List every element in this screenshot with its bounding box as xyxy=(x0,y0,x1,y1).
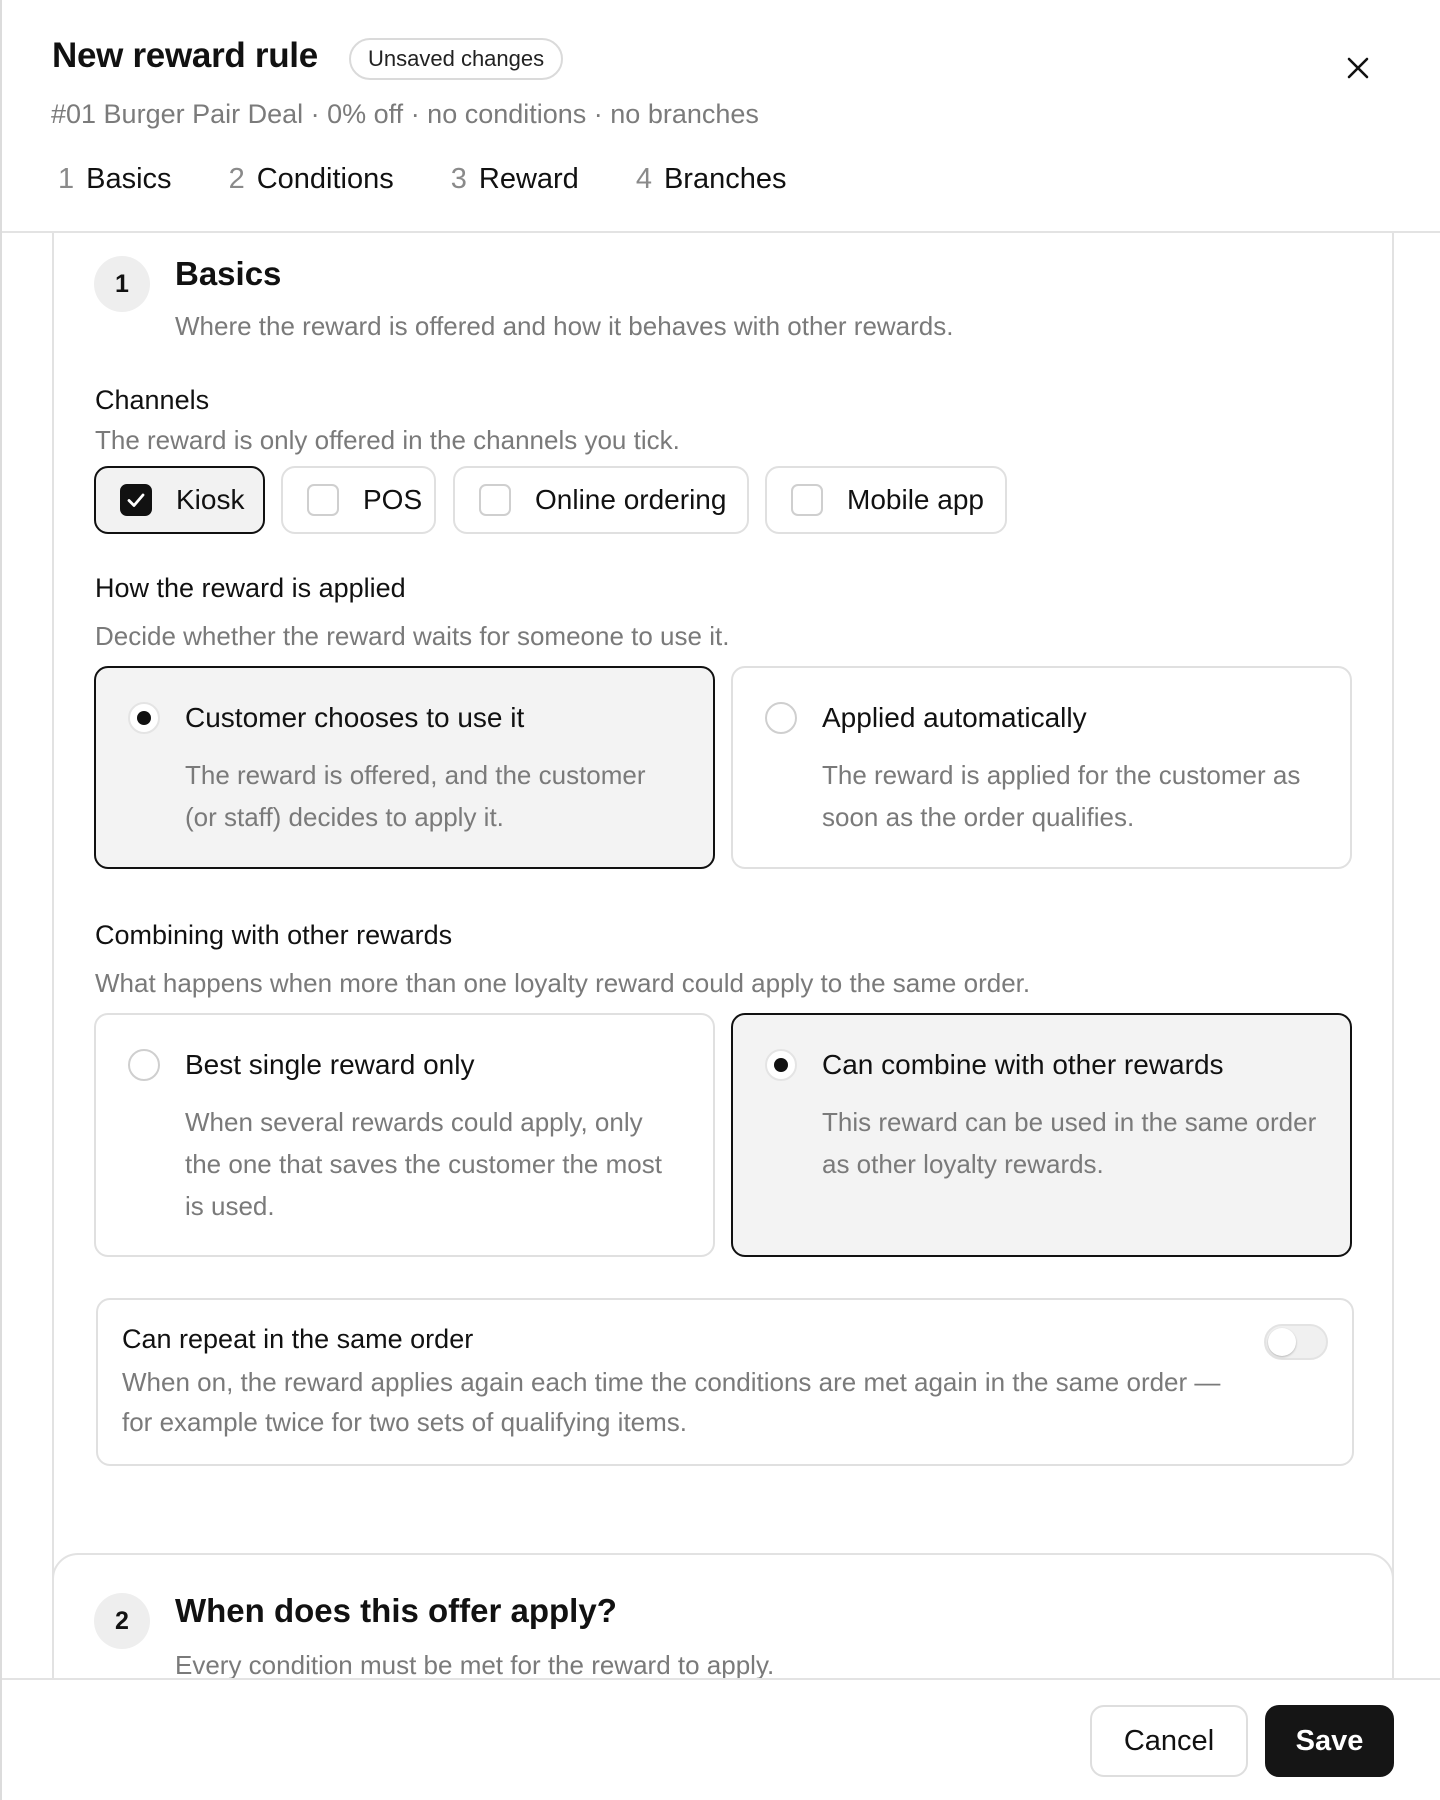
option-applied-automatically[interactable] xyxy=(731,666,1352,869)
radio-button[interactable] xyxy=(765,1049,797,1081)
dialog-body[interactable] xyxy=(2,233,1440,1678)
radio-button[interactable] xyxy=(765,702,797,734)
step-label: Branches xyxy=(663,163,787,195)
repeat-title: Can repeat in the same order xyxy=(122,1324,474,1354)
checkmark-icon xyxy=(125,489,147,511)
option-description: This reward can be used in the same order as other loyalty rewards. xyxy=(822,1107,1317,1179)
toggle-knob xyxy=(1268,1328,1296,1356)
checkbox[interactable] xyxy=(791,484,823,516)
dialog-title: New reward rule xyxy=(52,36,318,75)
combining-title: Combining with other rewards xyxy=(95,920,453,950)
step-number: 1 xyxy=(58,163,75,195)
option-description: The reward is applied for the customer as soon as the order qualifies. xyxy=(822,760,1301,832)
step-badge: 1 xyxy=(94,256,150,312)
option-can-combine[interactable] xyxy=(731,1013,1352,1257)
checkbox[interactable] xyxy=(307,484,339,516)
channel-label: Online ordering xyxy=(535,484,727,515)
repeat-description: When on, the reward applies again each time the conditions are met again in the same order — for example twice for two sets of qualifying items. xyxy=(122,1367,1221,1437)
save-button[interactable]: Save xyxy=(1265,1705,1394,1777)
channel-online-ordering[interactable] xyxy=(453,466,749,534)
close-button[interactable] xyxy=(1330,44,1386,92)
checkbox[interactable] xyxy=(120,484,152,516)
radio-button[interactable] xyxy=(128,1049,160,1081)
option-description: When several rewards could apply, only the one that saves the customer the most is used. xyxy=(185,1107,662,1221)
combining-description: What happens when more than one loyalty reward could apply to the same order. xyxy=(95,968,1031,998)
option-title: Applied automatically xyxy=(822,702,1087,733)
option-title: Can combine with other rewards xyxy=(822,1049,1224,1080)
step-label: Conditions xyxy=(256,163,394,195)
step-tab-basics[interactable] xyxy=(58,163,172,196)
channels-description: The reward is only offered in the channels you tick. xyxy=(95,425,680,455)
close-icon xyxy=(1346,56,1370,80)
option-title: Customer chooses to use it xyxy=(185,702,525,733)
option-customer-chooses[interactable] xyxy=(94,666,715,869)
radio-button[interactable] xyxy=(128,702,160,734)
step-nav xyxy=(58,163,786,196)
step-tab-branches[interactable] xyxy=(636,163,787,196)
step-number: 2 xyxy=(228,163,245,195)
cancel-button[interactable]: Cancel xyxy=(1090,1705,1248,1777)
channels-title: Channels xyxy=(95,385,210,415)
channel-mobile-app[interactable] xyxy=(765,466,1007,534)
repeat-toggle[interactable] xyxy=(1264,1324,1328,1360)
checkbox[interactable] xyxy=(479,484,511,516)
channel-label: POS xyxy=(363,484,423,515)
channel-label: Mobile app xyxy=(847,484,984,515)
step-number: 4 xyxy=(635,163,652,195)
channel-pos[interactable] xyxy=(281,466,436,534)
applied-description: Decide whether the reward waits for someone to use it. xyxy=(95,621,730,651)
step-number: 3 xyxy=(450,163,467,195)
unsaved-changes-badge: Unsaved changes xyxy=(349,38,563,80)
basics-section xyxy=(52,233,1394,1678)
step-label: Reward xyxy=(478,163,579,195)
dialog-header xyxy=(2,0,1440,233)
option-best-single-reward[interactable] xyxy=(94,1013,715,1257)
channel-label: Kiosk xyxy=(176,484,245,515)
section-description: Where the reward is offered and how it behaves with other rewards. xyxy=(175,311,954,341)
section-title: Basics xyxy=(175,255,282,292)
conditions-section xyxy=(52,1553,1394,1678)
step-tab-conditions[interactable] xyxy=(229,163,394,196)
dialog-footer xyxy=(2,1678,1440,1800)
step-label: Basics xyxy=(86,163,172,195)
repeat-setting xyxy=(96,1298,1354,1466)
step-tab-reward[interactable] xyxy=(451,163,579,196)
channel-kiosk[interactable] xyxy=(94,466,265,534)
rule-summary: #01 Burger Pair Deal · 0% off · no conditions · no branches xyxy=(51,99,759,129)
section-title: When does this offer apply? xyxy=(175,1592,617,1629)
step-badge: 2 xyxy=(94,1593,150,1649)
section-description: Every condition must be met for the reward to apply. xyxy=(175,1650,775,1678)
option-title: Best single reward only xyxy=(185,1049,475,1080)
applied-title: How the reward is applied xyxy=(95,573,406,603)
option-description: The reward is offered, and the customer (or staff) decides to apply it. xyxy=(185,760,646,832)
